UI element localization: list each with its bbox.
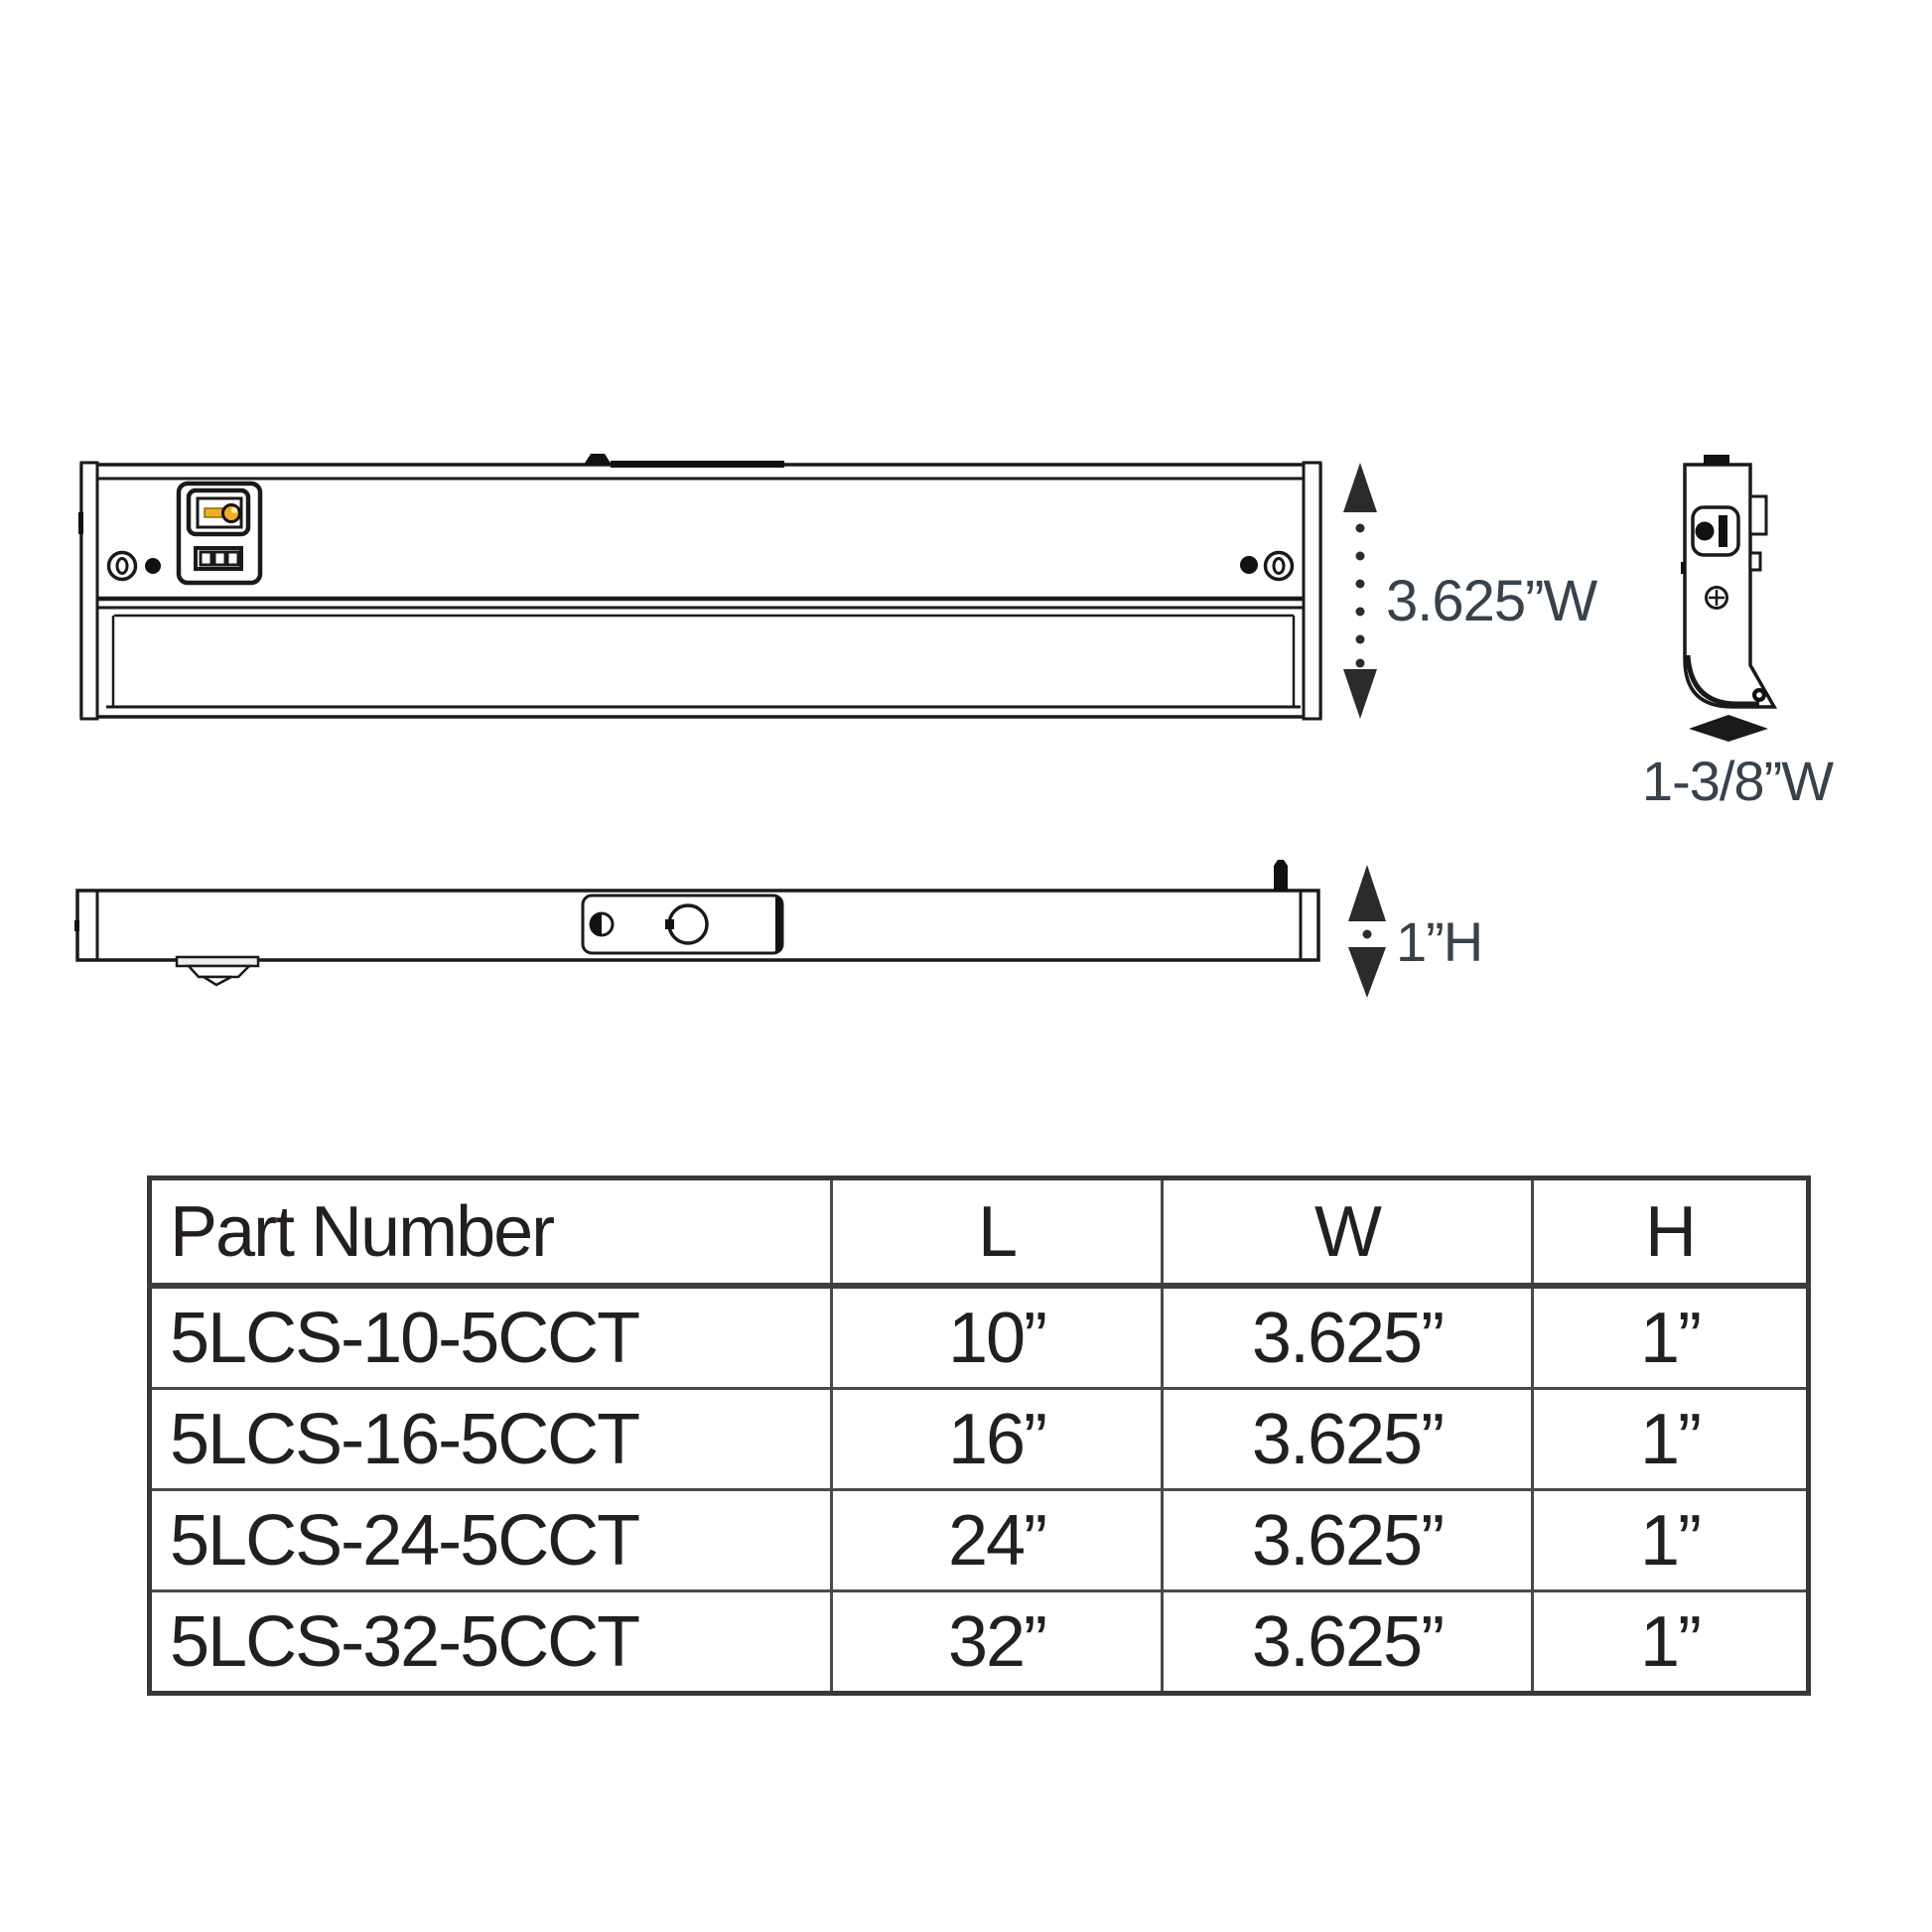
arrow-down-icon (1348, 947, 1386, 998)
length-cell: 24” (832, 1490, 1163, 1591)
part-number-cell: 5LCS-24-5CCT (150, 1490, 832, 1591)
switch-plate (179, 483, 260, 583)
width-cell: 3.625” (1163, 1389, 1533, 1490)
bottom-view (74, 860, 1318, 985)
col-header-length: L (832, 1178, 1163, 1287)
side-tab-upper (1750, 496, 1766, 534)
front-view (78, 454, 1320, 719)
width-cell: 3.625” (1163, 1591, 1533, 1694)
table-header-row (150, 1178, 1809, 1287)
height-cell: 1” (1533, 1490, 1809, 1591)
phillips-screw-icon (1707, 588, 1727, 609)
profile-width-label: 1-3/8”W (1641, 750, 1834, 812)
arrow-up-icon (1343, 463, 1377, 512)
length-cell: 10” (832, 1286, 1163, 1389)
height-cell: 1” (1533, 1389, 1809, 1490)
part-number-cell: 5LCS-16-5CCT (150, 1389, 832, 1490)
left-edge-tab (74, 920, 79, 931)
table-row (150, 1490, 1809, 1591)
side-edge-tab (1681, 562, 1686, 574)
col-header-height: H (1533, 1178, 1809, 1287)
col-header-part-number: Part Number (150, 1178, 832, 1287)
mounting-clip (177, 957, 258, 985)
right-end-cap (1304, 463, 1320, 719)
height-cell: 1” (1533, 1591, 1809, 1694)
length-cell: 16” (832, 1389, 1163, 1490)
width-cell: 3.625” (1163, 1286, 1533, 1389)
table-row (150, 1591, 1809, 1694)
top-mount-bump (584, 454, 612, 465)
cct-slider-icon (196, 548, 241, 569)
side-tab-lower (1750, 553, 1760, 570)
height-dimension (1348, 865, 1386, 998)
front-width-label: 3.625”W (1386, 569, 1597, 633)
keyhole-mount-icon (1693, 507, 1738, 555)
spec-table (147, 1175, 1811, 1696)
table-row (150, 1286, 1809, 1389)
col-header-width: W (1163, 1178, 1533, 1287)
top-tab (1704, 455, 1729, 465)
left-end-cap (81, 463, 97, 719)
side-profile-view (1681, 455, 1774, 742)
rocker-switch-icon (189, 490, 248, 534)
left-edge-tab (78, 512, 83, 534)
length-cell: 32” (832, 1591, 1163, 1694)
width-dimension (1343, 463, 1377, 719)
sensor-panel (583, 896, 782, 953)
arrow-down-icon (1343, 669, 1377, 719)
height-cell: 1” (1533, 1286, 1809, 1389)
width-cell: 3.625” (1163, 1490, 1533, 1591)
part-number-cell: 5LCS-10-5CCT (150, 1286, 832, 1389)
table-row (150, 1389, 1809, 1490)
top-mount-strip (611, 461, 784, 468)
double-arrow-icon (1689, 715, 1768, 742)
part-number-cell: 5LCS-32-5CCT (150, 1591, 832, 1694)
mount-peg (1274, 860, 1288, 891)
side-height-label: 1”H (1396, 910, 1483, 973)
arrow-up-icon (1348, 865, 1386, 921)
